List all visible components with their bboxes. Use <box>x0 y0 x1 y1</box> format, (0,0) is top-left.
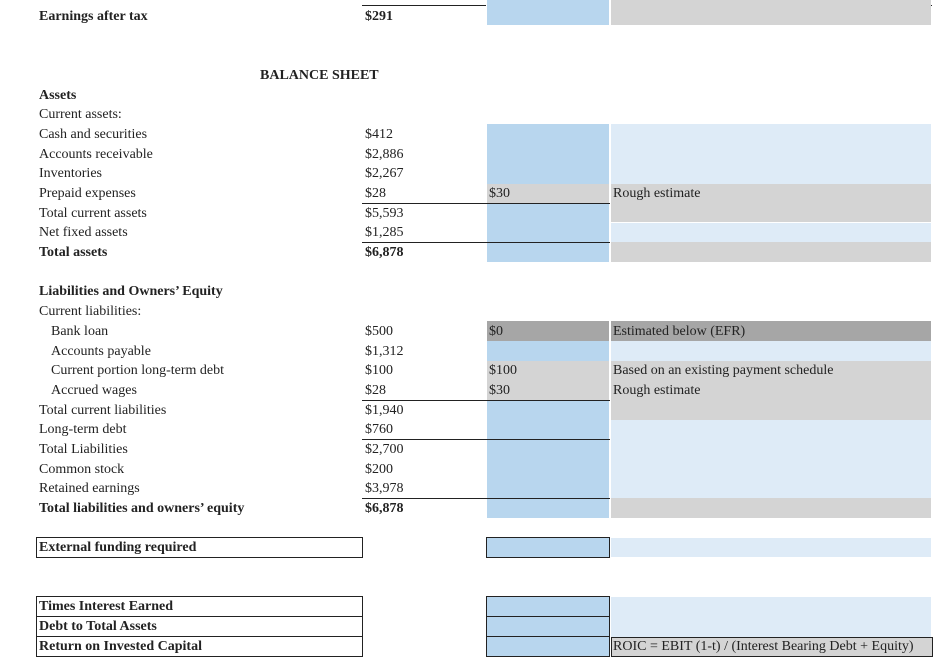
ratio-label: Times Interest Earned <box>39 599 174 614</box>
payables-forecast-cell[interactable] <box>487 341 609 361</box>
ratio-label: Debt to Total Assets <box>39 619 157 634</box>
ratio-divider <box>487 616 609 617</box>
liability-label: Long-term debt <box>39 422 127 437</box>
asset-label: Accounts receivable <box>39 147 153 162</box>
ratio-divider <box>487 636 609 637</box>
cpltd-note: Based on an existing payment schedule <box>613 363 834 378</box>
prepaid-forecast-value: $30 <box>489 186 510 201</box>
liability-value: $200 <box>365 462 393 477</box>
eat-note-cell <box>611 0 931 25</box>
wages-forecast-value: $30 <box>489 383 510 398</box>
total-liabilities-equity-label: Total liabilities and owners’ equity <box>39 501 245 516</box>
liability-value: $760 <box>365 422 393 437</box>
asset-value: $28 <box>365 186 386 201</box>
earnings-after-tax-label: Earnings after tax <box>39 9 148 24</box>
total-assets-note-cell <box>611 242 931 262</box>
roic-note: ROIC = EBIT (1-t) / (Interest Bearing Debt + Equity) <box>613 639 914 654</box>
efr-label: External funding required <box>39 540 197 555</box>
tax-underline <box>362 5 486 6</box>
prepaid-note: Rough estimate <box>613 186 701 201</box>
ratio-divider <box>37 616 362 617</box>
bank-loan-forecast-value: $0 <box>489 324 503 339</box>
liability-label: Accounts payable <box>51 344 151 359</box>
asset-label: Prepaid expenses <box>39 186 136 201</box>
liability-value: $28 <box>365 383 386 398</box>
liability-label: Bank loan <box>51 324 109 339</box>
asset-value: $2,267 <box>365 166 404 181</box>
cpltd-forecast-value: $100 <box>489 363 517 378</box>
asset-value: $1,285 <box>365 225 404 240</box>
fixed-assets-note-cell <box>611 223 931 242</box>
current-liabilities-heading: Current liabilities: <box>39 304 142 319</box>
fixed-assets-underline <box>362 242 610 243</box>
bank-loan-note: Estimated below (EFR) <box>613 324 746 339</box>
efr-input-cell[interactable] <box>486 537 610 558</box>
asset-value: $5,593 <box>365 206 404 221</box>
ratios-input-cells[interactable] <box>486 596 610 657</box>
liabilities-heading: Liabilities and Owners’ Equity <box>39 284 223 299</box>
balance-sheet-title: BALANCE SHEET <box>260 68 379 83</box>
liability-label: Common stock <box>39 462 125 477</box>
assets-note-cells <box>611 124 931 184</box>
liability-value: $500 <box>365 324 393 339</box>
asset-value: $412 <box>365 127 393 142</box>
asset-value: $2,886 <box>365 147 404 162</box>
liab-totals-forecast-cells[interactable] <box>487 400 609 518</box>
asset-label: Net fixed assets <box>39 225 128 240</box>
asset-label: Total current assets <box>39 206 147 221</box>
ratios-note-cells <box>611 597 931 637</box>
asset-label: Cash and securities <box>39 127 148 142</box>
eat-forecast-cell[interactable] <box>487 0 609 25</box>
asset-label: Inventories <box>39 166 102 181</box>
total-assets-label: Total assets <box>39 245 108 260</box>
prepaid-underline <box>362 203 610 204</box>
liability-label: Total current liabilities <box>39 403 167 418</box>
ratio-divider <box>37 636 362 637</box>
liability-value: $2,700 <box>365 442 404 457</box>
liability-label: Total Liabilities <box>39 442 128 457</box>
liability-value: $100 <box>365 363 393 378</box>
payables-note-cell <box>611 341 931 361</box>
liability-label: Current portion long-term debt <box>51 363 225 378</box>
assets-heading: Assets <box>39 88 77 103</box>
total-assets-value: $6,878 <box>365 245 404 260</box>
assets-forecast-cells[interactable] <box>487 124 609 184</box>
retained-underline <box>362 498 610 499</box>
asset-totals-forecast-cells[interactable] <box>487 204 609 262</box>
current-assets-heading: Current assets: <box>39 107 122 122</box>
equity-note-cells <box>611 420 931 498</box>
liability-value: $3,978 <box>365 481 404 496</box>
liability-label: Accrued wages <box>51 383 137 398</box>
earnings-after-tax-value: $291 <box>365 9 393 24</box>
liability-label: Retained earnings <box>39 481 140 496</box>
ltd-underline <box>362 439 610 440</box>
liability-value: $1,312 <box>365 344 404 359</box>
ratio-label: Return on Invested Capital <box>39 639 202 654</box>
liability-value: $1,940 <box>365 403 404 418</box>
wages-underline <box>362 400 610 401</box>
total-liabilities-equity-value: $6,878 <box>365 501 404 516</box>
bank-loan-forecast-cell[interactable] <box>487 321 609 341</box>
total-liab-note-cell <box>611 498 931 518</box>
efr-note-cell <box>611 538 931 557</box>
wages-note: Rough estimate <box>613 383 701 398</box>
